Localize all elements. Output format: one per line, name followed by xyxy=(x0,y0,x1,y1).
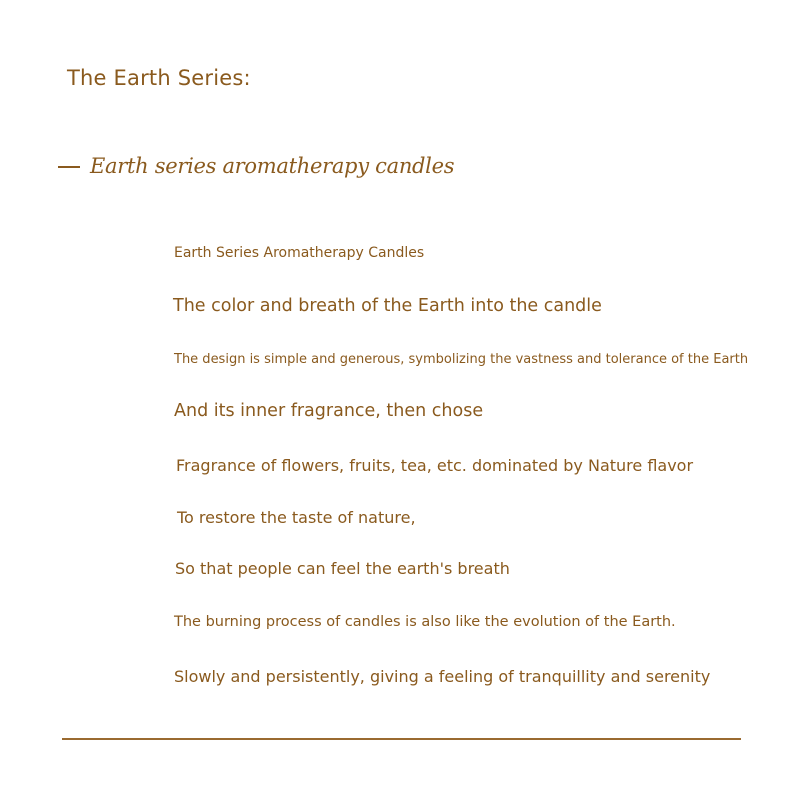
page-title: The Earth Series: xyxy=(67,66,251,90)
body-line: Slowly and persistently, giving a feeling of tranquillity and serenity xyxy=(174,667,711,686)
body-line: And its inner fragrance, then chose xyxy=(174,401,484,421)
bottom-divider xyxy=(62,738,741,740)
page-subtitle: Earth series aromatherapy candles xyxy=(90,154,455,178)
body-line: To restore the taste of nature, xyxy=(177,508,416,527)
em-dash-decoration xyxy=(58,166,80,168)
body-line: The burning process of candles is also like the evolution of the Earth. xyxy=(174,614,676,630)
body-line: The color and breath of the Earth into the candle xyxy=(173,296,602,316)
subtitle-row xyxy=(58,154,454,178)
body-line: The design is simple and generous, symbolizing the vastness and tolerance of the Earth xyxy=(174,352,749,367)
body-line: So that people can feel the earth's breath xyxy=(175,559,510,578)
body-line: Fragrance of flowers, fruits, tea, etc. dominated by Nature flavor xyxy=(176,456,694,475)
body-line-heading: Earth Series Aromatherapy Candles xyxy=(174,245,425,261)
